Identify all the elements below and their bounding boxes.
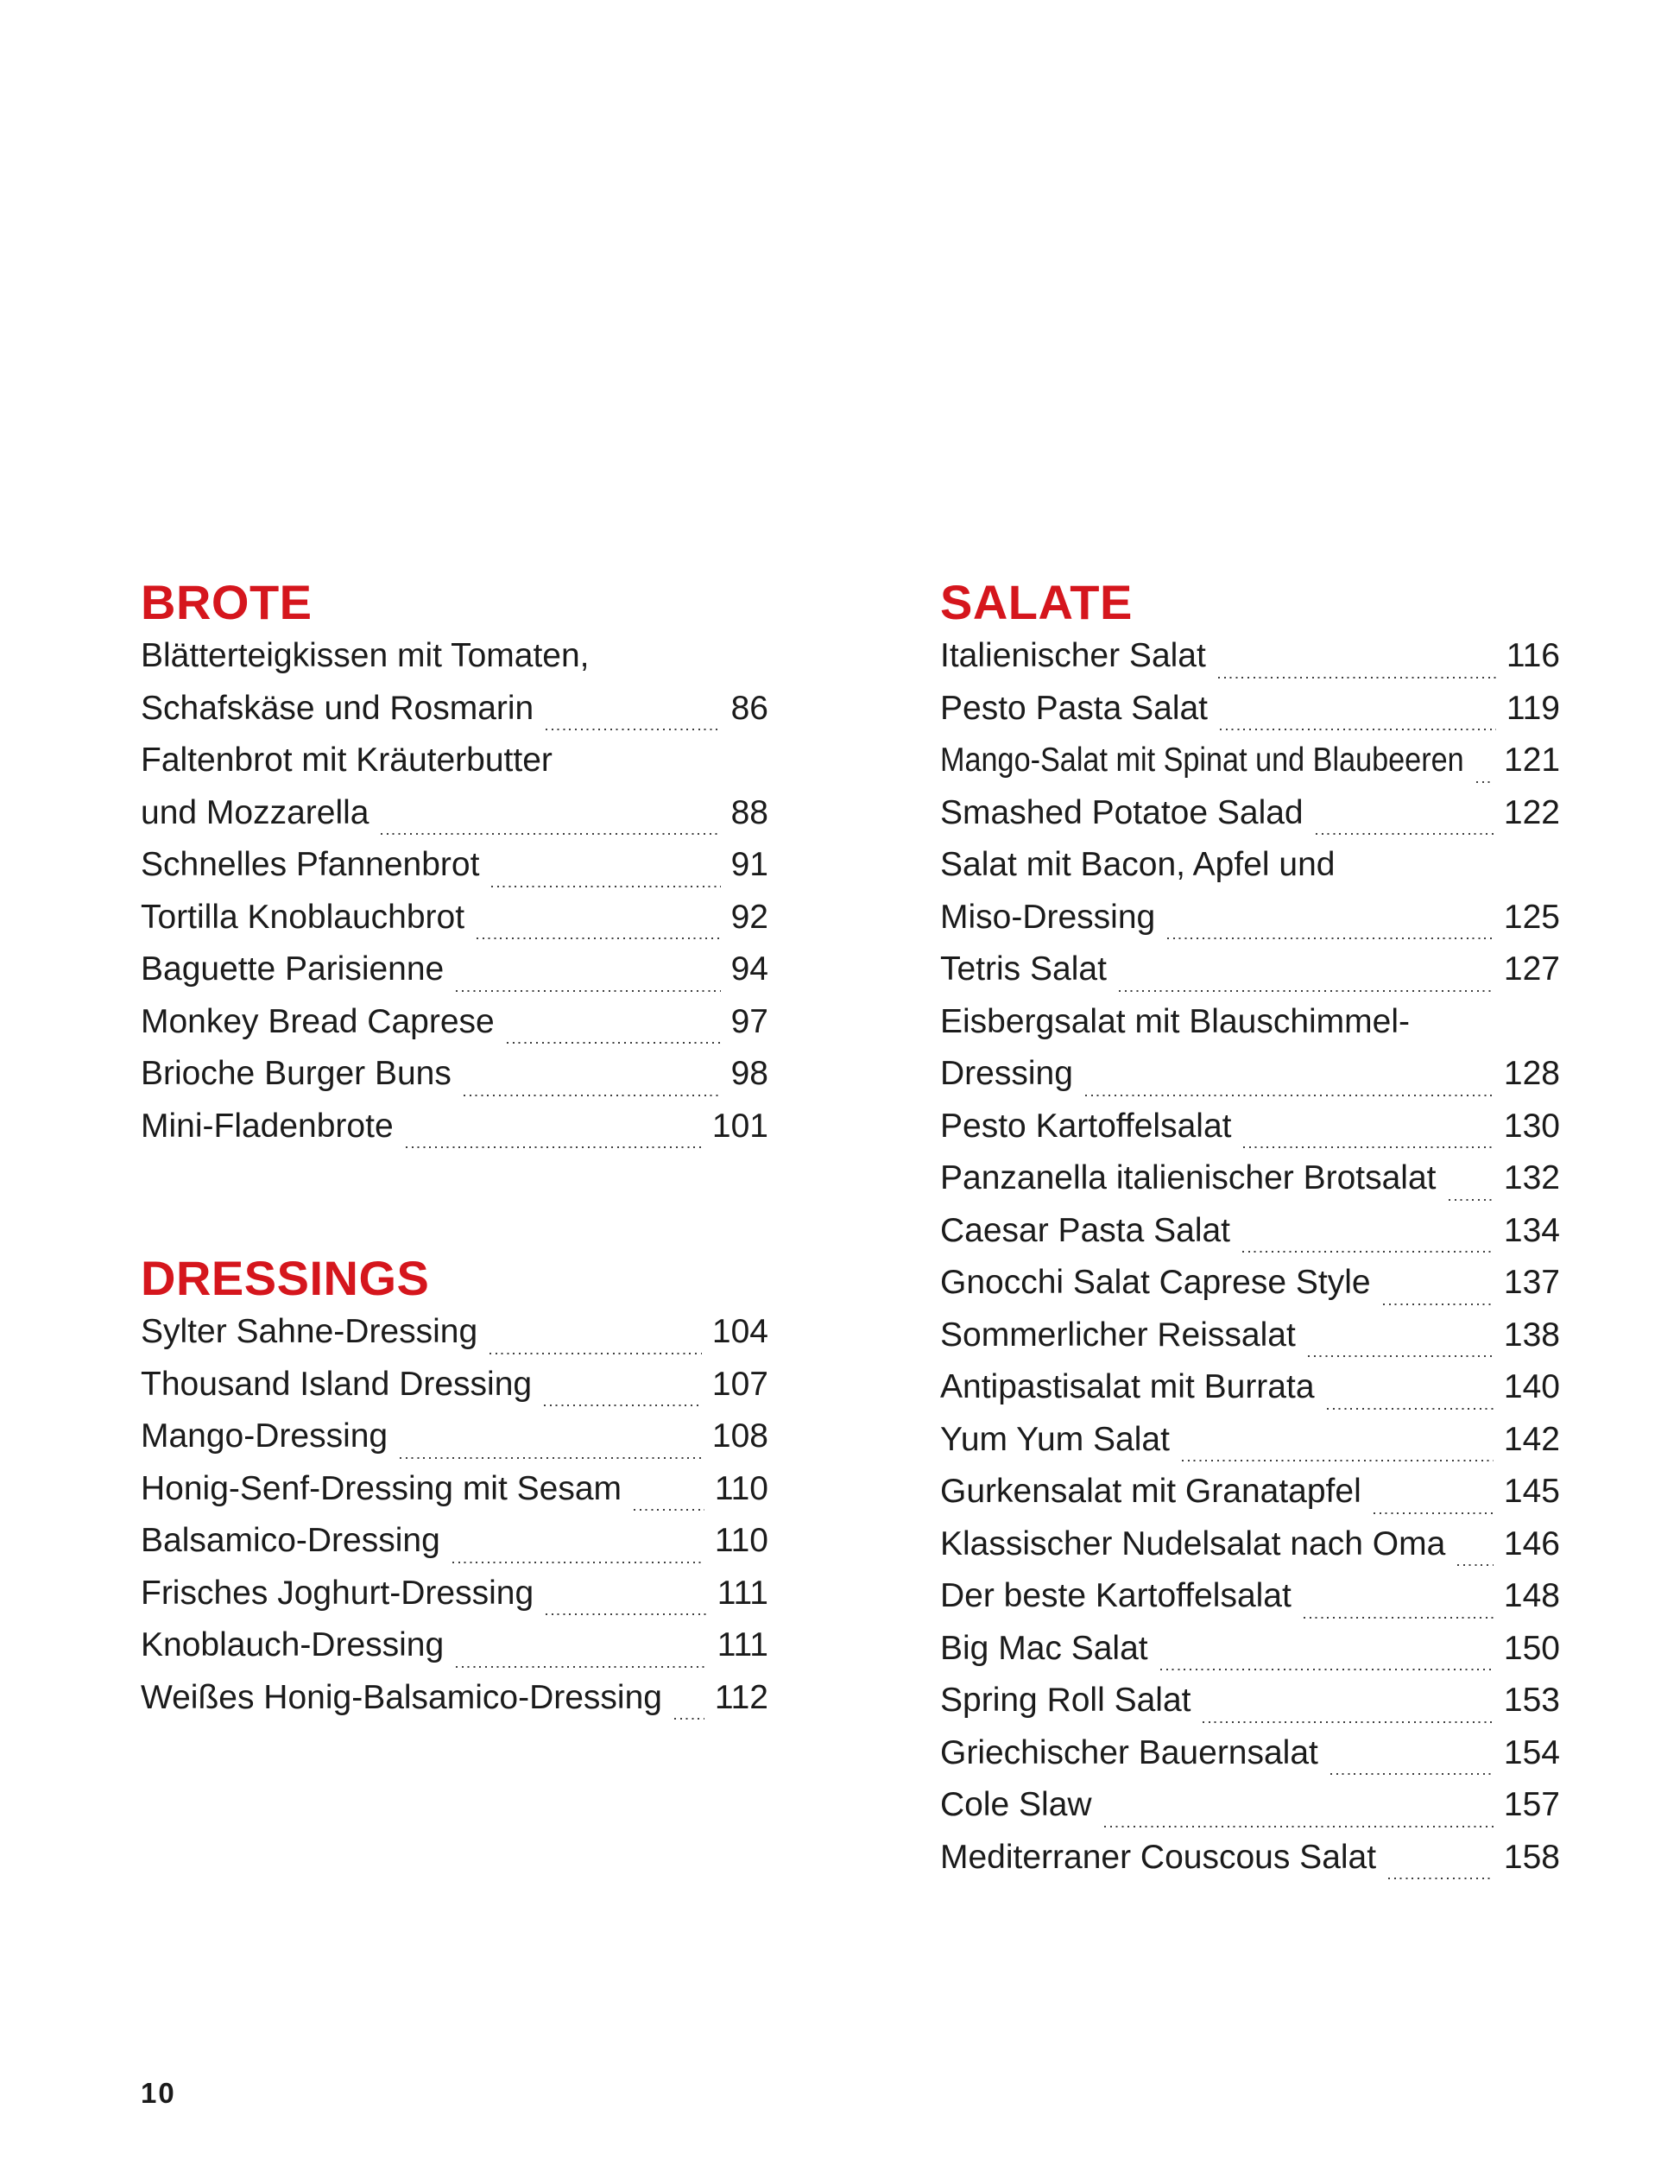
dotted-leader [1085, 1095, 1494, 1096]
dotted-leader [1304, 1617, 1494, 1619]
toc-entry [141, 742, 768, 794]
toc-entry [940, 1316, 1560, 1369]
dotted-leader [456, 1666, 707, 1668]
toc-entry [940, 690, 1560, 742]
toc-section-2 [940, 575, 1561, 1890]
dotted-leader [1476, 781, 1494, 783]
toc-entry-page: 140 [1503, 1368, 1560, 1405]
toc-entry [940, 950, 1560, 1003]
toc-entry [141, 637, 768, 690]
toc-entry [940, 637, 1560, 690]
dotted-leader [507, 1042, 721, 1044]
toc-entry [141, 1522, 768, 1575]
toc-entry-page: 132 [1503, 1159, 1560, 1196]
toc-entry [940, 1525, 1560, 1578]
toc-entry-title: Honig-Senf-Dressing mit Sesam [141, 1469, 622, 1507]
toc-entry-page: 157 [1503, 1786, 1560, 1823]
dotted-leader [1330, 1773, 1494, 1775]
dotted-leader [1449, 1199, 1494, 1201]
toc-entry-title: Gnocchi Salat Caprese Style [940, 1264, 1371, 1301]
toc-entry [940, 1368, 1560, 1421]
toc-entry-title: Salat mit Bacon, Apfel und [940, 846, 1336, 883]
toc-entry-page: 145 [1503, 1473, 1560, 1510]
dotted-leader [381, 833, 720, 835]
dotted-leader [1327, 1408, 1494, 1410]
toc-entry-page: 101 [711, 1107, 768, 1145]
dotted-leader [406, 1146, 702, 1148]
toc-entry-page: 127 [1503, 950, 1560, 988]
toc-entry-title: Caesar Pasta Salat [940, 1211, 1231, 1249]
toc-entry-title: Frisches Joghurt-Dressing [141, 1574, 534, 1612]
toc-entry [141, 1417, 768, 1470]
toc-entry-page: 119 [1506, 689, 1560, 727]
section-title: SALATE [940, 575, 1133, 629]
toc-list [141, 637, 768, 1159]
toc-entry-title: Sylter Sahne-Dressing [141, 1313, 478, 1350]
toc-section-0 [141, 575, 768, 1159]
toc-entry-title: Klassischer Nudelsalat nach Oma [940, 1524, 1446, 1562]
toc-entry-page: 146 [1503, 1524, 1560, 1562]
toc-entry-title: Griechischer Bauernsalat [940, 1733, 1318, 1771]
toc-entry-title: Knoblauch-Dressing [141, 1626, 445, 1663]
column-left [141, 575, 768, 1731]
dotted-leader [456, 990, 720, 992]
toc-entry-page: 130 [1503, 1107, 1560, 1145]
section-title: BROTE [141, 575, 313, 629]
toc-entry [940, 899, 1560, 951]
toc-entry-title: Big Mac Salat [940, 1629, 1148, 1667]
toc-entry-title: Faltenbrot mit Kräuterbutter [141, 742, 553, 779]
toc-entry-page: 88 [730, 793, 768, 831]
toc-entry-page: 150 [1503, 1629, 1560, 1667]
toc-section-1 [141, 1251, 768, 1731]
toc-entry-title: Mango-Dressing [141, 1417, 388, 1455]
toc-entry [940, 1786, 1560, 1839]
toc-entry [141, 846, 768, 899]
toc-entry-page: 94 [730, 950, 768, 988]
toc-entry [940, 1003, 1560, 1056]
toc-entry-page: 128 [1503, 1055, 1560, 1092]
toc-entry [141, 1108, 768, 1160]
dotted-leader [546, 1613, 707, 1615]
dotted-leader [1119, 990, 1494, 992]
dotted-leader [1308, 1355, 1494, 1357]
dotted-leader [489, 1353, 702, 1354]
dotted-leader [544, 1404, 702, 1406]
toc-entry-title: Mini-Fladenbrote [141, 1107, 394, 1145]
toc-entry [940, 1577, 1560, 1630]
toc-entry-page: 142 [1503, 1420, 1560, 1458]
toc-entry-title: Schnelles Pfannenbrot [141, 846, 480, 883]
toc-list [141, 1313, 768, 1731]
toc-entry-title: Cole Slaw [940, 1786, 1092, 1823]
toc-entry [940, 1630, 1560, 1682]
toc-entry [141, 1679, 768, 1732]
toc-list [940, 637, 1560, 1890]
toc-entry-page: 116 [1506, 637, 1560, 674]
dotted-leader [400, 1457, 702, 1459]
toc-entry [940, 1055, 1560, 1108]
toc-entry [940, 1159, 1560, 1212]
toc-entry-page: 125 [1503, 898, 1560, 936]
toc-entry-title: und Mozzarella [141, 793, 369, 831]
toc-entry-title: Mango-Salat mit Spinat und Blaubeeren [940, 742, 1464, 779]
toc-entry-title: Thousand Island Dressing [141, 1365, 533, 1403]
toc-entry [141, 1626, 768, 1679]
page-number: 10 [141, 2077, 176, 2109]
toc-entry-title: Pesto Kartoffelsalat [940, 1107, 1232, 1145]
dotted-leader [491, 886, 720, 887]
toc-entry-page: 107 [711, 1365, 768, 1403]
toc-entry-page: 153 [1503, 1682, 1560, 1719]
toc-entry [141, 899, 768, 951]
toc-entry [940, 1212, 1560, 1265]
toc-entry-page: 91 [730, 846, 768, 883]
toc-entry [940, 1839, 1560, 1891]
toc-entry [940, 794, 1560, 847]
dotted-leader [1218, 677, 1496, 679]
toc-entry-page: 97 [730, 1002, 768, 1040]
toc-entry-page: 112 [714, 1678, 768, 1716]
dotted-leader [1316, 833, 1494, 835]
toc-entry-page: 110 [714, 1469, 768, 1507]
toc-entry [141, 1575, 768, 1627]
toc-entry-title: Der beste Kartoffelsalat [940, 1577, 1292, 1614]
toc-entry-page: 121 [1504, 742, 1561, 779]
toc-entry-page: 158 [1503, 1838, 1560, 1876]
toc-entry-title: Italienischer Salat [940, 637, 1206, 674]
toc-entry [141, 1055, 768, 1108]
toc-entry [141, 1470, 768, 1523]
toc-entry-title: Antipastisalat mit Burrata [940, 1368, 1315, 1405]
dotted-leader [1182, 1460, 1494, 1461]
toc-entry [940, 1682, 1560, 1734]
column-right [940, 575, 1561, 1890]
toc-entry-page: 154 [1503, 1733, 1560, 1771]
dotted-leader [1167, 937, 1494, 939]
toc-entry-title: Spring Roll Salat [940, 1682, 1191, 1719]
toc-entry-title: Baguette Parisienne [141, 950, 445, 988]
toc-entry-page: 111 [717, 1626, 768, 1663]
toc-entry-title: Panzanella italienischer Brotsalat [940, 1159, 1437, 1196]
toc-entry [141, 950, 768, 1003]
dotted-leader [1203, 1721, 1493, 1723]
toc-entry-title: Tetris Salat [940, 950, 1107, 988]
toc-entry-title: Weißes Honig-Balsamico-Dressing [141, 1678, 662, 1716]
toc-entry-title: Schafskäse und Rosmarin [141, 689, 534, 727]
toc-entry-page: 92 [730, 898, 768, 936]
dotted-leader [464, 1095, 721, 1096]
toc-entry-title: Mediterraner Couscous Salat [940, 1838, 1377, 1876]
dotted-leader [1160, 1669, 1494, 1670]
toc-entry [141, 1003, 768, 1056]
toc-entry [940, 1264, 1560, 1316]
toc-entry [141, 1313, 768, 1366]
toc-entry-page: 98 [730, 1055, 768, 1092]
dotted-leader [674, 1718, 704, 1720]
toc-entry-page: 122 [1503, 793, 1560, 831]
toc-entry-title: Dressing [940, 1055, 1073, 1092]
toc-entry-title: Brioche Burger Buns [141, 1055, 452, 1092]
toc-entry [141, 1366, 768, 1418]
dotted-leader [477, 937, 721, 939]
dotted-leader [634, 1509, 704, 1511]
toc-entry-title: Monkey Bread Caprese [141, 1002, 495, 1040]
toc-entry [940, 1108, 1560, 1160]
dotted-leader [452, 1562, 704, 1563]
toc-entry-page: 137 [1503, 1264, 1560, 1301]
dotted-leader [1220, 729, 1496, 730]
toc-entry-title: Smashed Potatoe Salad [940, 793, 1304, 831]
toc-entry-title: Pesto Pasta Salat [940, 689, 1209, 727]
dotted-leader [1374, 1512, 1494, 1514]
dotted-leader [546, 729, 720, 730]
toc-entry-page: 86 [730, 689, 768, 727]
toc-entry [940, 1421, 1560, 1474]
dotted-leader [1104, 1826, 1494, 1827]
toc-entry-title: Miso-Dressing [940, 898, 1156, 936]
dotted-leader [1243, 1146, 1493, 1148]
toc-entry-title: Blätterteigkissen mit Tomaten, [141, 637, 590, 674]
toc-entry-page: 148 [1503, 1577, 1560, 1614]
toc-entry-page: 138 [1503, 1316, 1560, 1354]
toc-entry [940, 1473, 1560, 1525]
toc-entry-page: 134 [1503, 1211, 1560, 1249]
toc-entry [940, 742, 1560, 794]
toc-entry [940, 1734, 1560, 1787]
toc-entry [141, 794, 768, 847]
toc-entry-page: 111 [717, 1574, 768, 1612]
toc-entry-title: Eisbergsalat mit Blauschimmel- [940, 1002, 1411, 1040]
toc-entry-title: Yum Yum Salat [940, 1420, 1170, 1458]
toc-entry [940, 846, 1560, 899]
toc-entry-page: 110 [714, 1522, 768, 1559]
dotted-leader [1457, 1564, 1494, 1566]
toc-entry-title: Tortilla Knoblauchbrot [141, 898, 465, 936]
toc-entry-page: 104 [711, 1313, 768, 1350]
dotted-leader [1383, 1303, 1494, 1305]
dotted-leader [1388, 1878, 1494, 1879]
toc-entry [141, 690, 768, 742]
toc-entry-title: Balsamico-Dressing [141, 1522, 440, 1559]
toc-entry-title: Gurkensalat mit Granatapfel [940, 1473, 1361, 1510]
toc-entry-title: Sommerlicher Reissalat [940, 1316, 1296, 1354]
toc-entry-page: 108 [711, 1417, 768, 1455]
section-title: DRESSINGS [141, 1251, 430, 1305]
dotted-leader [1242, 1251, 1494, 1253]
